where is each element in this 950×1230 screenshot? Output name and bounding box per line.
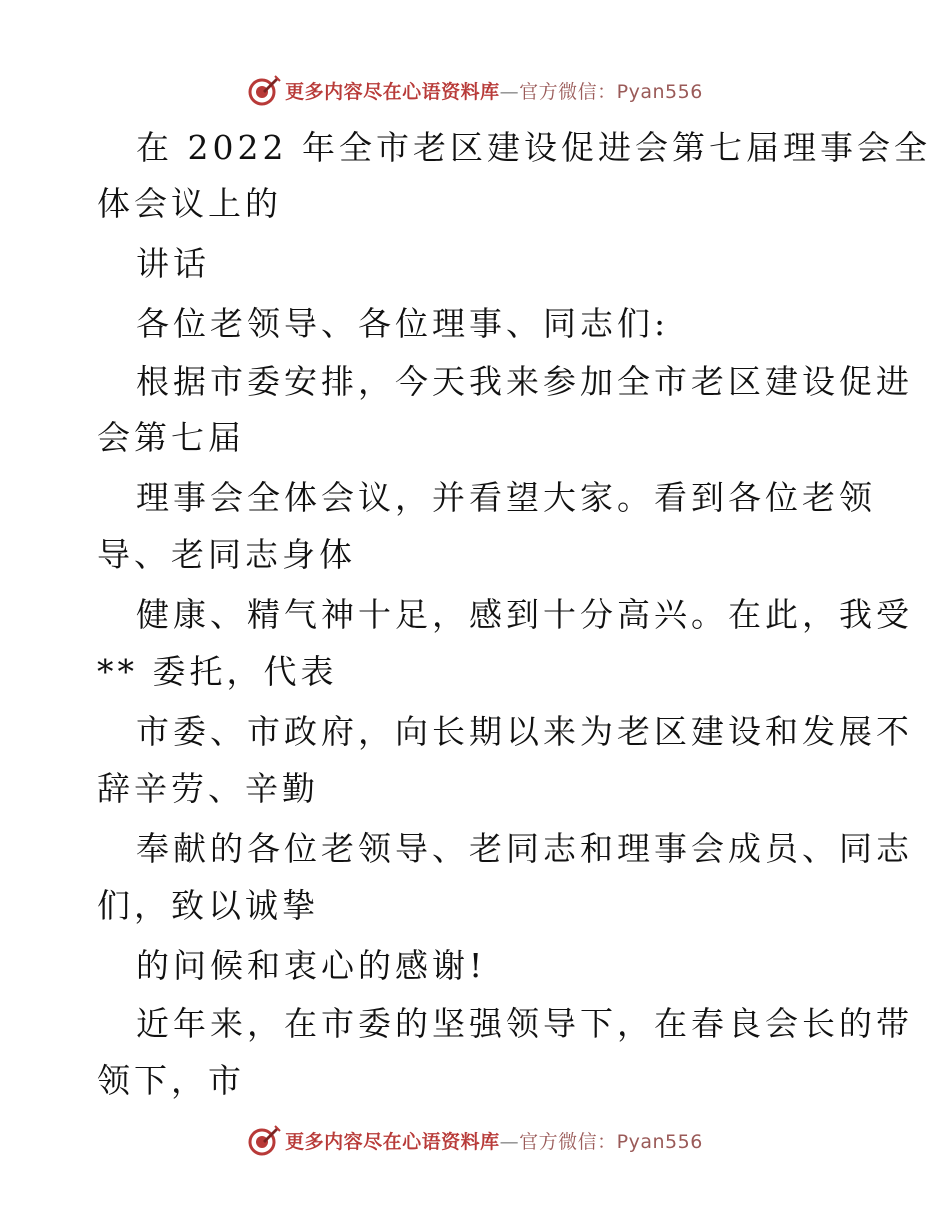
doc-line: 健康、精气神十足，感到十分高兴。在此，我受 <box>136 595 913 634</box>
banner-dash: — <box>499 80 520 103</box>
header-banner-inner <box>247 73 703 107</box>
doc-line: 各位老领导、各位理事、同志们: <box>136 304 670 343</box>
footer-banner <box>0 1120 950 1160</box>
pen-logo-icon <box>247 1123 281 1157</box>
doc-line: 的问候和衷心的感谢! <box>136 946 487 985</box>
doc-line: 近年来，在市委的坚强领导下，在春良会长的带 <box>136 1004 913 1043</box>
doc-line: 们，致以诚挚 <box>97 886 319 925</box>
doc-line: 辞辛劳、辛勤 <box>97 769 319 808</box>
banner-main-text: 更多内容尽在心语资料库 <box>285 1130 500 1153</box>
doc-line: 会第七届 <box>97 418 245 457</box>
banner-main-text: 更多内容尽在心语资料库 <box>285 80 500 103</box>
doc-line: 理事会全体会议，并看望大家。看到各位老领 <box>136 478 876 517</box>
doc-line: 市委、市政府，向长期以来为老区建设和发展不 <box>136 712 913 751</box>
banner-text <box>285 77 703 104</box>
doc-line: ** 委托，代表 <box>97 652 338 691</box>
pen-logo-icon <box>247 73 281 107</box>
banner-wechat-text: 官方微信：Pyan556 <box>519 80 703 103</box>
doc-line: 讲话 <box>136 244 210 283</box>
header-banner <box>0 70 950 110</box>
doc-line: 根据市委安排，今天我来参加全市老区建设促进 <box>136 362 913 401</box>
banner-wechat-text: 官方微信：Pyan556 <box>519 1130 703 1153</box>
doc-line: 导、老同志身体 <box>97 535 356 574</box>
banner-text <box>285 1127 703 1154</box>
doc-line: 在 2022 年全市老区建设促进会第七届理事会全 <box>136 128 931 167</box>
doc-line: 奉献的各位老领导、老同志和理事会成员、同志 <box>136 829 913 868</box>
doc-line: 体会议上的 <box>97 184 282 223</box>
doc-line: 领下，市 <box>97 1061 245 1100</box>
banner-dash: — <box>499 1130 520 1153</box>
footer-banner-inner <box>247 1123 703 1157</box>
